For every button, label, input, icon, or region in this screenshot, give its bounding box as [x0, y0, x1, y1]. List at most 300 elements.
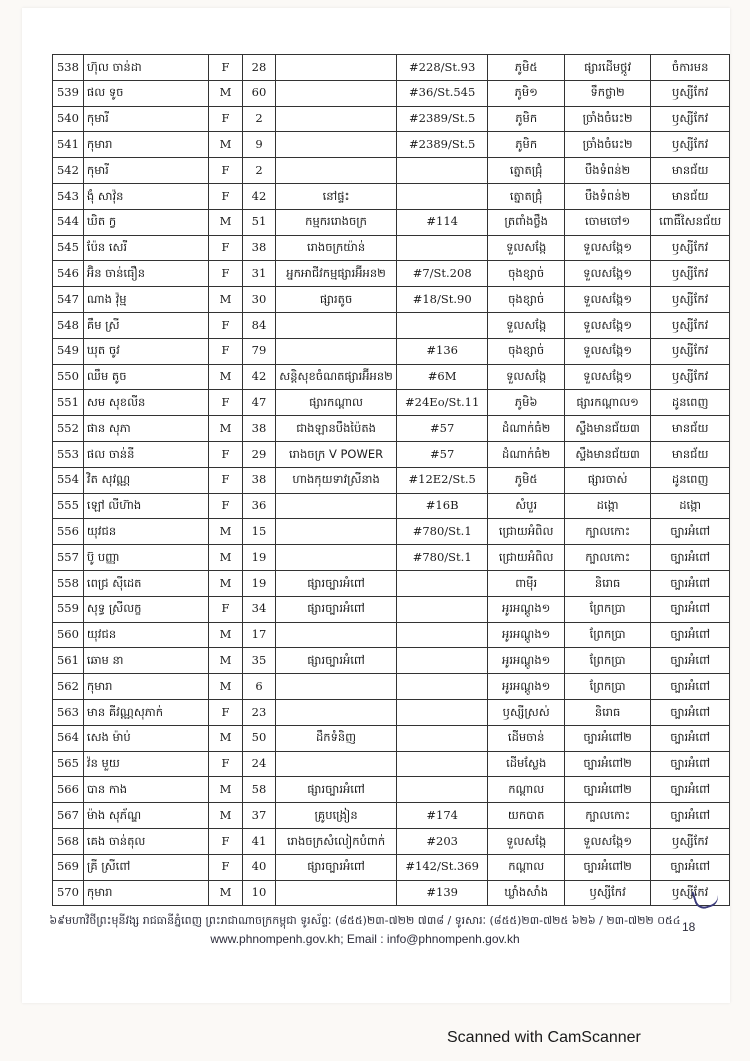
person-name-cell: សុទ្ធ ស្រីលក្ខ	[83, 596, 208, 622]
commune-cell: ទួលសង្កែ១	[564, 312, 650, 338]
person-name-cell: បាន កាង	[83, 777, 208, 803]
sex-cell: F	[209, 183, 242, 209]
house-street-cell	[396, 622, 488, 648]
commune-cell: ច្បារអំពៅ២	[564, 854, 650, 880]
village-cell: ដើមស្លែង	[488, 751, 564, 777]
row-number-cell: 539	[53, 80, 84, 106]
house-street-cell: #136	[396, 338, 488, 364]
house-street-cell: #114	[396, 209, 488, 235]
commune-cell: ចោមចៅ១	[564, 209, 650, 235]
table-row	[53, 854, 730, 880]
age-cell: 58	[242, 777, 276, 803]
table-row	[53, 80, 730, 106]
occupation-cell	[276, 545, 397, 571]
table-row	[53, 235, 730, 261]
age-cell: 29	[242, 441, 276, 467]
commune-cell: និរោធ	[564, 699, 650, 725]
table-row	[53, 158, 730, 184]
sex-cell: F	[209, 441, 242, 467]
district-cell: ឫស្សីកែវ	[651, 261, 730, 287]
village-cell: សំបួរ	[488, 493, 564, 519]
row-number-cell: 558	[53, 570, 84, 596]
case-register-table	[52, 54, 730, 906]
commune-cell: ក្បាលកោះ	[564, 545, 650, 571]
person-name-cell: វ៉ន មួយ	[83, 751, 208, 777]
person-name-cell: ងុំ សាវ៉ុន	[83, 183, 208, 209]
age-cell: 2	[242, 106, 276, 132]
row-number-cell: 560	[53, 622, 84, 648]
occupation-cell: ហាងកុយទាវស្រីនាង	[276, 467, 397, 493]
table-row	[53, 880, 730, 906]
occupation-cell: អ្នកអាជីវកម្មផ្សារអ៊ីអន២	[276, 261, 397, 287]
person-name-cell: យុវជន	[83, 519, 208, 545]
village-cell: ដើមចាន់	[488, 725, 564, 751]
village-cell: ជ្រោយអំពិល	[488, 545, 564, 571]
table-row	[53, 570, 730, 596]
district-cell: ច្បារអំពៅ	[651, 854, 730, 880]
occupation-cell: ផ្សារតូច	[276, 287, 397, 313]
age-cell: 41	[242, 828, 276, 854]
commune-cell: ទួលសង្កែ១	[564, 261, 650, 287]
age-cell: 2	[242, 158, 276, 184]
village-cell: ត្នោតជ្រុំ	[488, 158, 564, 184]
village-cell: ភូមិ៥	[488, 467, 564, 493]
house-street-cell: #57	[396, 416, 488, 442]
commune-cell: ទួលសង្កែ១	[564, 287, 650, 313]
row-number-cell: 544	[53, 209, 84, 235]
occupation-cell: នៅផ្ទះ	[276, 183, 397, 209]
occupation-cell: ផ្សារច្បារអំពៅ	[276, 596, 397, 622]
age-cell: 34	[242, 596, 276, 622]
occupation-cell: ផ្សារច្បារអំពៅ	[276, 648, 397, 674]
table-row	[53, 287, 730, 313]
row-number-cell: 549	[53, 338, 84, 364]
row-number-cell: 564	[53, 725, 84, 751]
village-cell: ជ្រោយអំពិល	[488, 519, 564, 545]
commune-cell: និរោធ	[564, 570, 650, 596]
row-number-cell: 569	[53, 854, 84, 880]
table-row	[53, 777, 730, 803]
table-row	[53, 183, 730, 209]
commune-cell: ផ្សារកណ្ដាល១	[564, 390, 650, 416]
occupation-cell	[276, 338, 397, 364]
table-row	[53, 390, 730, 416]
row-number-cell: 550	[53, 364, 84, 390]
person-name-cell: ផាន សុភា	[83, 416, 208, 442]
district-cell: ច្បារអំពៅ	[651, 596, 730, 622]
village-cell: ភូមិក	[488, 106, 564, 132]
commune-cell: ទួលសង្កែ១	[564, 235, 650, 261]
commune-cell: ផ្សារដើមថ្កូវ	[564, 55, 650, 81]
village-cell: កណ្ដាល	[488, 854, 564, 880]
house-street-cell: #142/St.369	[396, 854, 488, 880]
page-number: 18	[682, 920, 696, 934]
person-name-cell: ណាង វ៉ុម្ម	[83, 287, 208, 313]
commune-cell: ឫស្សីកែវ	[564, 880, 650, 906]
row-number-cell: 538	[53, 55, 84, 81]
person-name-cell: ឃុត ចូវ	[83, 338, 208, 364]
occupation-cell	[276, 674, 397, 700]
occupation-cell	[276, 132, 397, 158]
house-street-cell	[396, 648, 488, 674]
house-street-cell: #24Eo/St.11	[396, 390, 488, 416]
row-number-cell: 545	[53, 235, 84, 261]
sex-cell: M	[209, 209, 242, 235]
row-number-cell: 561	[53, 648, 84, 674]
sex-cell: M	[209, 777, 242, 803]
house-street-cell	[396, 777, 488, 803]
village-cell: ដំណាក់ធំ២	[488, 416, 564, 442]
district-cell: ច្បារអំពៅ	[651, 699, 730, 725]
row-number-cell: 562	[53, 674, 84, 700]
district-cell: ឫស្សីកែវ	[651, 312, 730, 338]
row-number-cell: 540	[53, 106, 84, 132]
person-name-cell: យុវជន	[83, 622, 208, 648]
row-number-cell: 568	[53, 828, 84, 854]
occupation-cell	[276, 699, 397, 725]
house-street-cell	[396, 674, 488, 700]
age-cell: 19	[242, 545, 276, 571]
house-street-cell: #36/St.545	[396, 80, 488, 106]
district-cell: ឫស្សីកែវ	[651, 235, 730, 261]
person-name-cell: ពេជ្រ ស៊ីដេត	[83, 570, 208, 596]
occupation-cell: គ្រូបង្រៀន	[276, 803, 397, 829]
table-row	[53, 209, 730, 235]
table-row	[53, 467, 730, 493]
occupation-cell	[276, 493, 397, 519]
occupation-cell	[276, 106, 397, 132]
person-name-cell: ឡៅ លីហ៊ាង	[83, 493, 208, 519]
occupation-cell	[276, 55, 397, 81]
table-row	[53, 751, 730, 777]
age-cell: 30	[242, 287, 276, 313]
table-row	[53, 725, 730, 751]
district-cell: ឫស្សីកែវ	[651, 132, 730, 158]
sex-cell: M	[209, 674, 242, 700]
house-street-cell: #57	[396, 441, 488, 467]
person-name-cell: សម សុខលីន	[83, 390, 208, 416]
village-cell: ទួលសង្កែ	[488, 364, 564, 390]
commune-cell: ទួលសង្កែ១	[564, 364, 650, 390]
occupation-cell	[276, 751, 397, 777]
occupation-cell	[276, 519, 397, 545]
person-name-cell: អ៊ិន ចាន់ធឿន	[83, 261, 208, 287]
commune-cell: ច្រាំងចំរេះ២	[564, 132, 650, 158]
occupation-cell: ដឹកទំនិញ	[276, 725, 397, 751]
village-cell: ដំណាក់ធំ២	[488, 441, 564, 467]
district-cell: ដូនពេញ	[651, 390, 730, 416]
sex-cell: M	[209, 519, 242, 545]
row-number-cell: 541	[53, 132, 84, 158]
sex-cell: F	[209, 390, 242, 416]
age-cell: 40	[242, 854, 276, 880]
table-body	[53, 55, 730, 906]
house-street-cell: #2389/St.5	[396, 132, 488, 158]
district-cell: ច្បារអំពៅ	[651, 545, 730, 571]
person-name-cell: កុមារា	[83, 674, 208, 700]
person-name-cell: កុមារា	[83, 132, 208, 158]
village-cell: យកបាត	[488, 803, 564, 829]
sex-cell: F	[209, 235, 242, 261]
district-cell: ឫស្សីកែវ	[651, 364, 730, 390]
village-cell: ភូមិ១	[488, 80, 564, 106]
person-name-cell: វិត សុវណ្ណ	[83, 467, 208, 493]
district-cell: ដូនពេញ	[651, 467, 730, 493]
row-number-cell: 566	[53, 777, 84, 803]
occupation-cell	[276, 312, 397, 338]
house-street-cell: #18/St.90	[396, 287, 488, 313]
age-cell: 38	[242, 235, 276, 261]
age-cell: 31	[242, 261, 276, 287]
commune-cell: ស្ទឹងមានជ័យ៣	[564, 416, 650, 442]
sex-cell: M	[209, 725, 242, 751]
sex-cell: M	[209, 364, 242, 390]
person-name-cell: ឈឹម តូច	[83, 364, 208, 390]
table-row	[53, 364, 730, 390]
district-cell: ច្បារអំពៅ	[651, 648, 730, 674]
house-street-cell: #203	[396, 828, 488, 854]
occupation-cell: កម្មកររោងចក្រ	[276, 209, 397, 235]
commune-cell: ក្បាលកោះ	[564, 519, 650, 545]
occupation-cell: ផ្សារច្បារអំពៅ	[276, 570, 397, 596]
occupation-cell	[276, 158, 397, 184]
district-cell: ច្បារអំពៅ	[651, 622, 730, 648]
village-cell: ភូមិ៥	[488, 55, 564, 81]
footer-contact: www.phnompenh.gov.kh; Email : info@phnompenh.gov.kh	[210, 932, 520, 946]
row-number-cell: 552	[53, 416, 84, 442]
age-cell: 79	[242, 338, 276, 364]
district-cell: ឫស្សីកែវ	[651, 338, 730, 364]
village-cell: ពាម៉ីរ	[488, 570, 564, 596]
person-name-cell: សេង ម៉ាប់	[83, 725, 208, 751]
village-cell: ត្នោតជ្រុំ	[488, 183, 564, 209]
house-street-cell: #780/St.1	[396, 519, 488, 545]
sex-cell: F	[209, 854, 242, 880]
document-page	[22, 8, 730, 1003]
sex-cell: F	[209, 493, 242, 519]
house-street-cell: #139	[396, 880, 488, 906]
age-cell: 50	[242, 725, 276, 751]
commune-cell: ព្រែកប្រា	[564, 674, 650, 700]
village-cell: ទួលសង្កែ	[488, 312, 564, 338]
row-number-cell: 565	[53, 751, 84, 777]
village-cell: ចុងខ្សាច់	[488, 287, 564, 313]
age-cell: 60	[242, 80, 276, 106]
commune-cell: ព្រែកប្រា	[564, 596, 650, 622]
table-row	[53, 699, 730, 725]
row-number-cell: 546	[53, 261, 84, 287]
house-street-cell	[396, 699, 488, 725]
sex-cell: M	[209, 622, 242, 648]
sex-cell: M	[209, 287, 242, 313]
house-street-cell: #174	[396, 803, 488, 829]
house-street-cell	[396, 751, 488, 777]
district-cell: ឫស្សីកែវ	[651, 80, 730, 106]
row-number-cell: 551	[53, 390, 84, 416]
age-cell: 17	[242, 622, 276, 648]
village-cell: ចុងខ្សាច់	[488, 261, 564, 287]
table-row	[53, 106, 730, 132]
table-row	[53, 441, 730, 467]
table-row	[53, 55, 730, 81]
person-name-cell: មាន គីវណ្ណសុភាក់	[83, 699, 208, 725]
commune-cell: ព្រែកប្រា	[564, 648, 650, 674]
commune-cell: ផ្សារចាស់	[564, 467, 650, 493]
table-row	[53, 132, 730, 158]
village-cell: ទួលសង្កែ	[488, 828, 564, 854]
person-name-cell: ប៊ូ បញ្ញា	[83, 545, 208, 571]
person-name-cell: កុមារី	[83, 158, 208, 184]
age-cell: 84	[242, 312, 276, 338]
age-cell: 35	[242, 648, 276, 674]
occupation-cell: ផ្សារកណ្ដាល	[276, 390, 397, 416]
footer-address: ៦៩មហាវិថីព្រះមុនីវង្ស រាជធានីភ្នំពេញ ព្រះរាជាណាចក្រកម្ពុជា ទូរស័ព្ទៈ (៨៥៥)២៣-៧២២ ៧៣៨ / ទូរសារៈ (៨៥៥)២៣-៧២៥ ៦២៦ / ២៣-៧២២ ០៥៤	[49, 914, 681, 927]
house-street-cell	[396, 725, 488, 751]
house-street-cell: #6M	[396, 364, 488, 390]
row-number-cell: 543	[53, 183, 84, 209]
district-cell: ដង្កោ	[651, 493, 730, 519]
sex-cell: F	[209, 158, 242, 184]
occupation-cell: រោងចក្រយ៉ាន់	[276, 235, 397, 261]
house-street-cell	[396, 235, 488, 261]
age-cell: 23	[242, 699, 276, 725]
sex-cell: M	[209, 545, 242, 571]
district-cell: ច្បារអំពៅ	[651, 751, 730, 777]
person-name-cell: ឃិត ក្វ	[83, 209, 208, 235]
row-number-cell: 557	[53, 545, 84, 571]
district-cell: ឫស្សីកែវ	[651, 106, 730, 132]
table-row	[53, 312, 730, 338]
commune-cell: ក្បាលកោះ	[564, 803, 650, 829]
district-cell: ពោធិ៍សែនជ័យ	[651, 209, 730, 235]
commune-cell: ទឹកថ្លា២	[564, 80, 650, 106]
house-street-cell: #16B	[396, 493, 488, 519]
age-cell: 24	[242, 751, 276, 777]
village-cell: អូរអណ្ដូង១	[488, 674, 564, 700]
sex-cell: F	[209, 338, 242, 364]
house-street-cell: #7/St.208	[396, 261, 488, 287]
table-row	[53, 803, 730, 829]
house-street-cell	[396, 596, 488, 622]
district-cell: ច្បារអំពៅ	[651, 803, 730, 829]
commune-cell: ស្ទឹងមានជ័យ៣	[564, 441, 650, 467]
occupation-cell	[276, 80, 397, 106]
occupation-cell: រោងចក្រ V POWER	[276, 441, 397, 467]
sex-cell: F	[209, 751, 242, 777]
house-street-cell	[396, 312, 488, 338]
row-number-cell: 555	[53, 493, 84, 519]
occupation-cell: ជាងឡានបឹងប៉ៃតង	[276, 416, 397, 442]
sex-cell: F	[209, 596, 242, 622]
sex-cell: M	[209, 80, 242, 106]
commune-cell: បឹងទំពន់២	[564, 183, 650, 209]
person-name-cell: ម៉ាង សុភ័ណ្ឌ	[83, 803, 208, 829]
village-cell: អូរអណ្ដូង១	[488, 622, 564, 648]
age-cell: 36	[242, 493, 276, 519]
district-cell: ច្បារអំពៅ	[651, 519, 730, 545]
house-street-cell: #228/St.93	[396, 55, 488, 81]
table-row	[53, 545, 730, 571]
house-street-cell	[396, 158, 488, 184]
sex-cell: M	[209, 416, 242, 442]
village-cell: ទួលសង្កែ	[488, 235, 564, 261]
scanner-watermark: Scanned with CamScanner	[447, 1029, 641, 1046]
house-street-cell: #780/St.1	[396, 545, 488, 571]
district-cell: មានជ័យ	[651, 416, 730, 442]
row-number-cell: 563	[53, 699, 84, 725]
person-name-cell: ផល ទូច	[83, 80, 208, 106]
village-cell: ភូមិ៦	[488, 390, 564, 416]
commune-cell: បឹងទំពន់២	[564, 158, 650, 184]
occupation-cell: ផ្សារច្បារអំពៅ	[276, 854, 397, 880]
row-number-cell: 556	[53, 519, 84, 545]
row-number-cell: 548	[53, 312, 84, 338]
commune-cell: ច្រាំងចំរេះ២	[564, 106, 650, 132]
district-cell: ច្បារអំពៅ	[651, 570, 730, 596]
person-name-cell: ឆោម នា	[83, 648, 208, 674]
row-number-cell: 559	[53, 596, 84, 622]
sex-cell: F	[209, 699, 242, 725]
district-cell: ចំការមន	[651, 55, 730, 81]
sex-cell: M	[209, 570, 242, 596]
age-cell: 38	[242, 467, 276, 493]
age-cell: 42	[242, 183, 276, 209]
age-cell: 9	[242, 132, 276, 158]
table-row	[53, 416, 730, 442]
row-number-cell: 554	[53, 467, 84, 493]
village-cell: ភូមិក	[488, 132, 564, 158]
village-cell: ឃ្លាំងសាំង	[488, 880, 564, 906]
age-cell: 19	[242, 570, 276, 596]
row-number-cell: 553	[53, 441, 84, 467]
district-cell: ច្បារអំពៅ	[651, 674, 730, 700]
sex-cell: F	[209, 55, 242, 81]
table-row	[53, 261, 730, 287]
occupation-cell	[276, 880, 397, 906]
house-street-cell: #12E2/St.5	[396, 467, 488, 493]
person-name-cell: ផល ចាន់នី	[83, 441, 208, 467]
sex-cell: F	[209, 312, 242, 338]
table-row	[53, 519, 730, 545]
house-street-cell: #2389/St.5	[396, 106, 488, 132]
age-cell: 15	[242, 519, 276, 545]
table-row	[53, 622, 730, 648]
sex-cell: M	[209, 803, 242, 829]
row-number-cell: 570	[53, 880, 84, 906]
age-cell: 28	[242, 55, 276, 81]
table-row	[53, 828, 730, 854]
age-cell: 6	[242, 674, 276, 700]
district-cell: ឫស្សីកែវ	[651, 880, 730, 906]
person-name-cell: គ្រី ស្រីពៅ	[83, 854, 208, 880]
occupation-cell: រោងចក្រសំលៀកបំពាក់	[276, 828, 397, 854]
commune-cell: ទួលសង្កែ១	[564, 338, 650, 364]
sex-cell: M	[209, 132, 242, 158]
row-number-cell: 547	[53, 287, 84, 313]
person-name-cell: កុមារី	[83, 106, 208, 132]
age-cell: 42	[242, 364, 276, 390]
sex-cell: M	[209, 880, 242, 906]
commune-cell: ច្បារអំពៅ២	[564, 777, 650, 803]
house-street-cell	[396, 570, 488, 596]
district-cell: ច្បារអំពៅ	[651, 777, 730, 803]
commune-cell: ច្បារអំពៅ២	[564, 725, 650, 751]
occupation-cell	[276, 622, 397, 648]
village-cell: កណ្ដាល	[488, 777, 564, 803]
row-number-cell: 567	[53, 803, 84, 829]
person-name-cell: កុមារា	[83, 880, 208, 906]
sex-cell: F	[209, 828, 242, 854]
